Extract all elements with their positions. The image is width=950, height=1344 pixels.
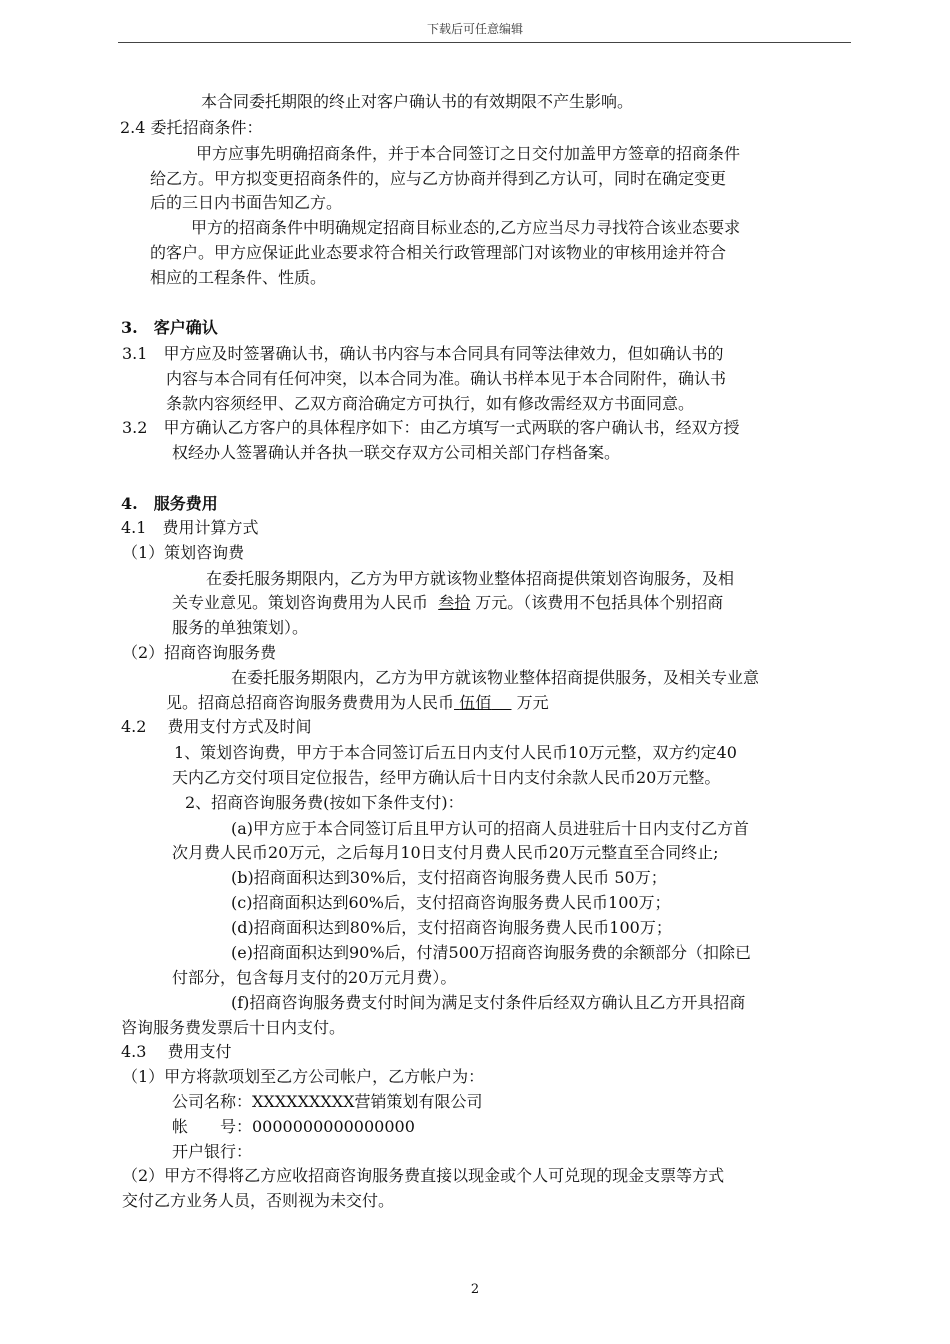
paragraph-line: 1、策划咨询费，甲方于本合同签订后五日内支付人民币10万元整，双方约定40: [174, 743, 737, 762]
paragraph-line: 2、招商咨询服务费(按如下条件支付)：: [185, 793, 464, 812]
clause-3-2-line: 3.2 甲方确认乙方客户的具体程序如下：由乙方填写一式两联的客户确认书，经双方授: [122, 418, 740, 437]
clause-3-2-line: 权经办人签署确认并各执一联交存双方公司相关部门存档备案。: [172, 443, 621, 462]
text-span: 见。招商总招商咨询服务费费用为人民币: [166, 693, 455, 712]
paragraph-line: 的客户。甲方应保证此业态要求符合相关行政管理部门对该物业的审核用途并符合: [150, 243, 727, 262]
paragraph-line: 天内乙方交付项目定位报告，经甲方确认后十日内支付余款人民币20万元整。: [172, 768, 721, 787]
paragraph-line: 咨询服务费发票后十日内支付。: [121, 1018, 346, 1037]
paragraph-line: 甲方的招商条件中明确规定招商目标业态的,乙方应当尽力寻找符合该业态要求: [191, 218, 741, 237]
paragraph-line: 次月费人民币20万元，之后每月10日支付月费人民币20万元整直至合同终止;: [172, 843, 719, 862]
paragraph-line: (e)招商面积达到90%后，付清500万招商咨询服务费的余额部分（扣除已: [231, 943, 752, 962]
term-intro-line: 本合同委托期限的终止对客户确认书的有效期限不产生影响。: [201, 92, 634, 111]
text-span: 关专业意见。策划咨询费用为人民币: [172, 593, 429, 612]
clause-4-2-title: 4.2 费用支付方式及时间: [121, 717, 312, 736]
clause-3-1-line: 条款内容须经甲、乙双方商洽确定方可执行，如有修改需经双方书面同意。: [166, 394, 695, 413]
paragraph-line: （2）甲方不得将乙方应收招商咨询服务费直接以现金或个人可兑现的现金支票等方式: [122, 1166, 725, 1185]
item-1-title: （1）策划咨询费: [122, 543, 245, 562]
bank-line: 开户银行：: [172, 1142, 253, 1161]
section-2-4-title: 2.4 委托招商条件：: [120, 118, 263, 137]
service-fee-line: [166, 691, 549, 715]
account-number-line: 帐 号：0000000000000000: [172, 1117, 415, 1136]
text-span: 万元: [516, 693, 549, 712]
paragraph-line: 在委托服务期限内，乙方为甲方就该物业整体招商提供策划咨询服务，及相: [206, 569, 735, 588]
page-header: 下载后可任意编辑: [426, 22, 523, 36]
section-4-heading: 4. 服务费用: [121, 494, 218, 513]
text-span: 伍佰: [459, 693, 492, 712]
paragraph-line: 给乙方。甲方拟变更招商条件的，应与乙方协商并得到乙方认可，同时在确定变更: [150, 169, 727, 188]
page-number: 2: [470, 1282, 480, 1297]
clause-3-1-line: 3.1 甲方应及时签署确认书，确认书内容与本合同具有同等法律效力，但如确认书的: [122, 344, 724, 363]
header-divider: [118, 42, 851, 43]
paragraph-line: (c)招商面积达到60%后，支付招商咨询服务费人民币100万；: [231, 893, 671, 912]
clause-3-1-line: 内容与本合同有任何冲突，以本合同为准。确认书样本见于本合同附件，确认书: [166, 369, 727, 388]
item-2-title: （2）招商咨询服务费: [122, 643, 277, 662]
paragraph-line: (b)招商面积达到30%后，支付招商咨询服务费人民币 50万；: [231, 868, 667, 887]
clause-4-3-title: 4.3 费用支付: [121, 1042, 232, 1061]
planning-fee-amount: 叁拾: [438, 593, 471, 612]
paragraph-line: (a)甲方应于本合同签订后且甲方认可的招商人员进驻后十日内支付乙方首: [231, 819, 750, 838]
section-3-heading: 3. 客户确认: [121, 318, 218, 337]
paragraph-line: （1）甲方将款项划至乙方公司帐户，乙方帐户为：: [122, 1067, 485, 1086]
paragraph-line: (d)招商面积达到80%后，支付招商咨询服务费人民币100万；: [231, 918, 672, 937]
paragraph-line: 服务的单独策划）。: [172, 618, 309, 637]
text-span: 万元。（该费用不包括具体个别招商: [475, 593, 724, 612]
paragraph-line: 后的三日内书面告知乙方。: [150, 193, 343, 212]
paragraph-line: 甲方应事先明确招商条件，并于本合同签订之日交付加盖甲方签章的招商条件: [196, 144, 741, 163]
clause-4-1-title: 4.1 费用计算方式: [121, 518, 259, 537]
paragraph-line: 相应的工程条件、性质。: [150, 268, 327, 287]
paragraph-line: 交付乙方业务人员，否则视为未交付。: [122, 1191, 395, 1210]
company-name-line: 公司名称：XXXXXXXXX营销策划有限公司: [172, 1092, 483, 1111]
service-fee-amount: [454, 693, 511, 712]
planning-fee-line: [172, 591, 723, 615]
paragraph-line: 在委托服务期限内，乙方为甲方就该物业整体招商提供服务，及相关专业意: [231, 668, 760, 687]
paragraph-line: 付部分，包含每月支付的20万元月费）。: [172, 968, 457, 987]
paragraph-line: (f)招商咨询服务费支付时间为满足支付条件后经双方确认且乙方开具招商: [231, 993, 746, 1012]
